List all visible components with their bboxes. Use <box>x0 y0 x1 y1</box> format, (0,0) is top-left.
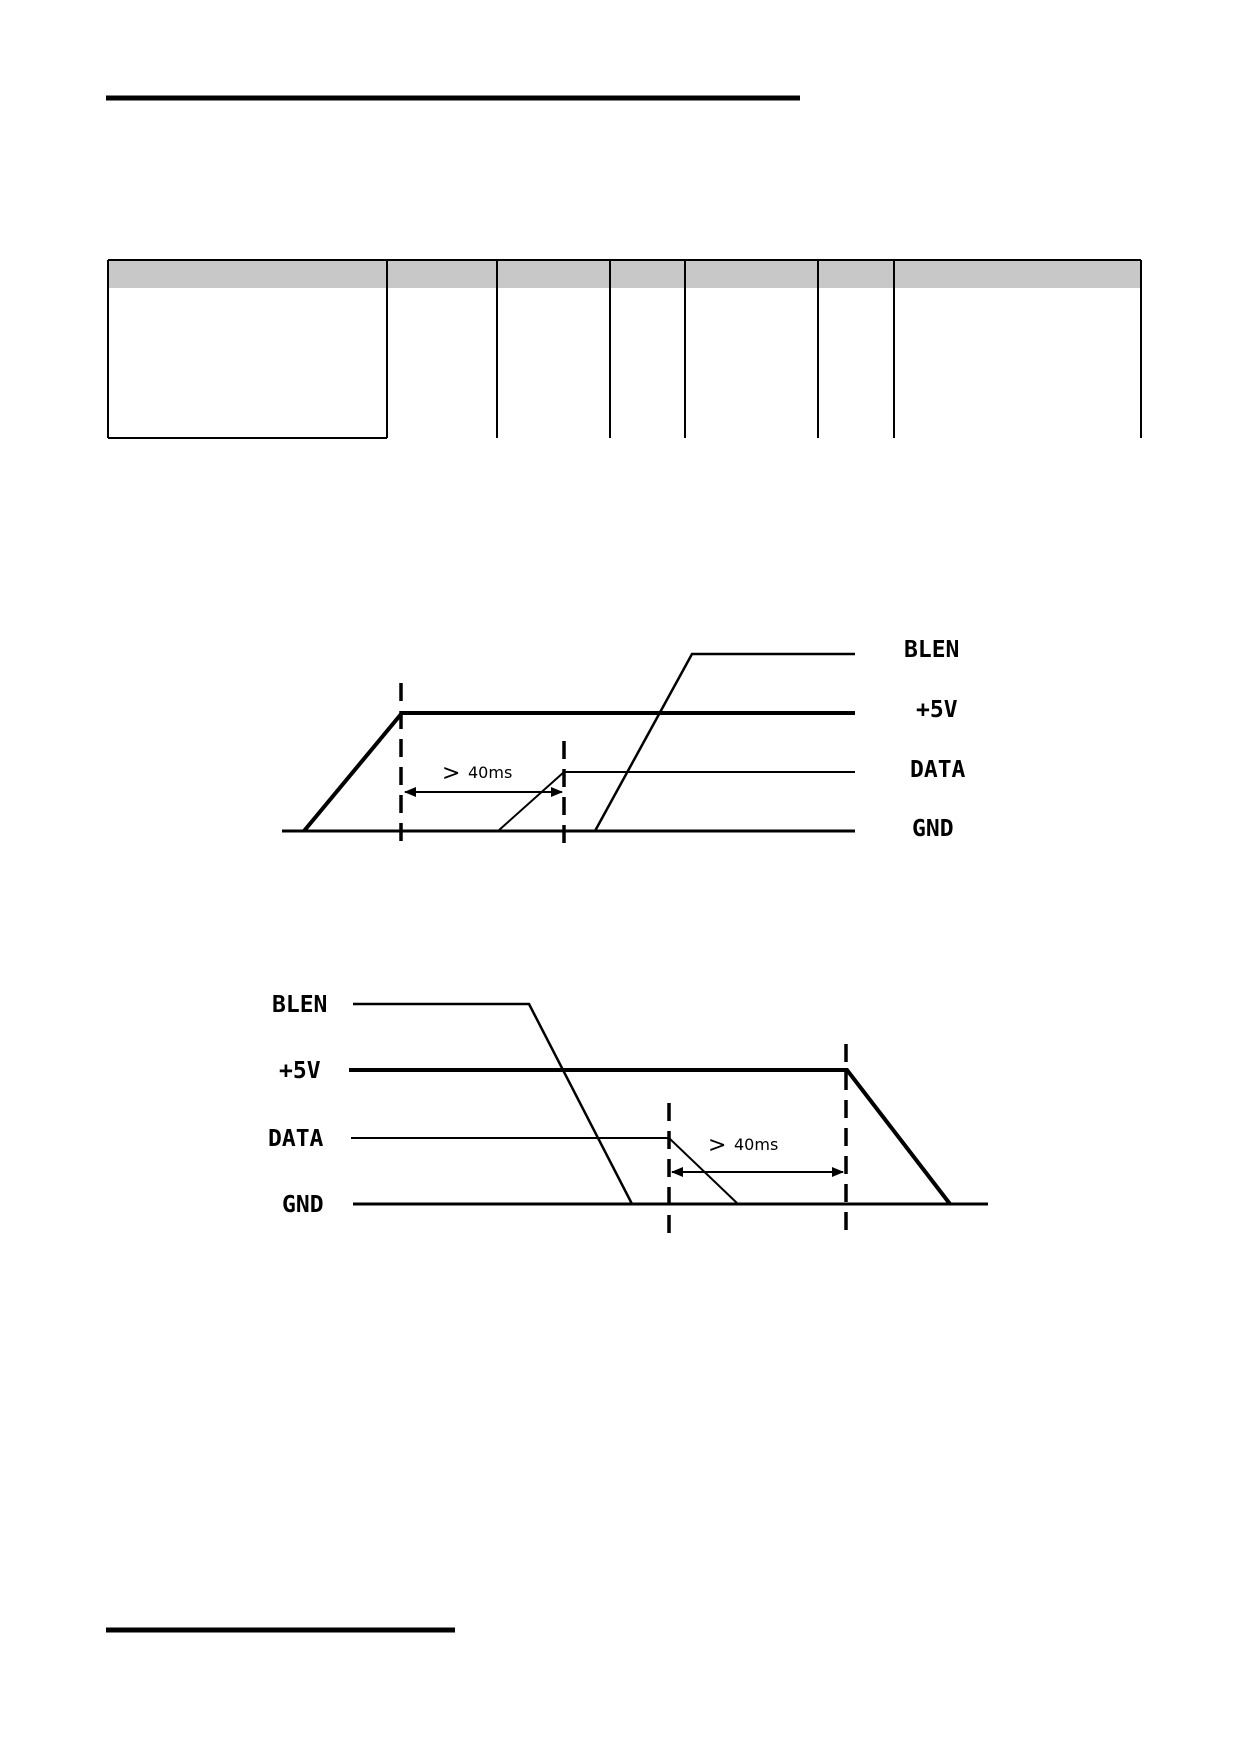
v5-label: +5V <box>279 1058 321 1084</box>
blen-label: BLEN <box>272 992 328 1018</box>
data-trace <box>498 772 855 831</box>
blen-trace <box>353 1004 632 1204</box>
power-off-timing-diagram <box>268 992 988 1240</box>
spec-table <box>108 260 1141 438</box>
power-on-timing-diagram <box>282 637 966 850</box>
data-label: DATA <box>268 1126 324 1152</box>
interval-value: 40ms <box>468 763 513 782</box>
data-label: DATA <box>910 757 966 783</box>
gnd-label: GND <box>282 1192 324 1218</box>
blen-trace <box>595 654 855 831</box>
gnd-label: GND <box>912 816 954 842</box>
interval-symbol: > <box>708 1133 727 1158</box>
blen-label: BLEN <box>904 637 960 663</box>
table-header-band <box>108 260 1141 288</box>
interval-value: 40ms <box>734 1135 779 1154</box>
interval-symbol: > <box>442 761 461 786</box>
v5-label: +5V <box>916 697 958 723</box>
